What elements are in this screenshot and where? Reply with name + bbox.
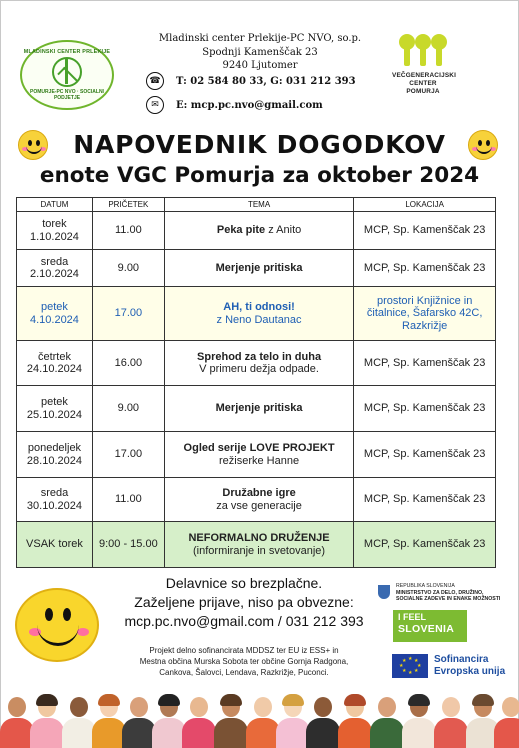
table-row bbox=[17, 250, 496, 287]
vgc-logo-text: VEČGENERACIJSKI CENTER POMURJA bbox=[392, 72, 457, 95]
events-table bbox=[16, 197, 496, 568]
funding-note: Projekt delno sofinancirata MDDSZ ter EU iz ESS+ in Mestna občina Murska Sobota ter občine Gornja Radgona, Cankova, Šalovci, Lendava, Razkrižje, Puconci. bbox=[139, 646, 349, 677]
eu-line2: Evropska unija bbox=[434, 666, 506, 677]
registration-info bbox=[104, 574, 384, 631]
time-cell: 9.00 bbox=[92, 250, 164, 287]
topic-cell: AH, ti odnosi! z Neno Dautanac bbox=[164, 287, 354, 341]
date-cell: sreda 2.10.2024 bbox=[17, 250, 93, 287]
table-row bbox=[17, 478, 496, 522]
date-cell: sreda 30.10.2024 bbox=[17, 478, 93, 522]
table-row bbox=[17, 432, 496, 478]
time-cell: 9.00 bbox=[92, 386, 164, 432]
location-cell: MCP, Sp. Kamenščak 23 bbox=[354, 386, 496, 432]
time-cell: 17.00 bbox=[92, 432, 164, 478]
ministry-name-2: SOCIALNE ZADEVE IN ENAKE MOŽNOSTI bbox=[396, 596, 501, 602]
date-cell: petek 25.10.2024 bbox=[17, 386, 93, 432]
topic-cell: Peka pite z Anito bbox=[164, 212, 354, 250]
table-row bbox=[17, 522, 496, 568]
header-topic: TEMA bbox=[164, 198, 354, 212]
vgc-pomurja-logo bbox=[392, 34, 457, 108]
time-cell: 16.00 bbox=[92, 341, 164, 386]
header-start: PRIČETEK bbox=[92, 198, 164, 212]
contact-text: mcp.pc.nvo@gmail.com / 031 212 393 bbox=[124, 613, 364, 629]
topic-cell: Ogled serije LOVE PROJEKT režiserke Hanne bbox=[164, 432, 354, 478]
phone-icon: ☎ bbox=[146, 72, 164, 90]
table-header-row bbox=[17, 198, 496, 212]
slovenia-crest-icon bbox=[378, 585, 390, 599]
org-address bbox=[130, 32, 390, 73]
location-cell: MCP, Sp. Kamenščak 23 bbox=[354, 478, 496, 522]
time-cell: 17.00 bbox=[92, 287, 164, 341]
youth-center-logo bbox=[20, 40, 114, 110]
peace-sign-icon bbox=[52, 57, 82, 87]
table-row bbox=[17, 386, 496, 432]
ministry-name-1: MINISTRSTVO ZA DELO, DRUŽINO, bbox=[396, 589, 484, 596]
date-cell: ponedeljek 28.10.2024 bbox=[17, 432, 93, 478]
org-city: 9240 Ljutomer bbox=[222, 60, 298, 71]
topic-cell: Merjenje pritiska bbox=[164, 250, 354, 287]
envelope-icon: ✉ bbox=[146, 96, 164, 114]
topic-cell: Sprehod za telo in duha V primeru dežja odpade. bbox=[164, 341, 354, 386]
phone-text: T: 02 584 80 33, G: 031 212 393 bbox=[176, 75, 356, 87]
registration-text: Zaželjene prijave, niso pa obvezne: bbox=[134, 594, 354, 610]
eu-flag-icon: ★ ★ ★ ★ ★ ★ ★ ★ bbox=[392, 654, 428, 678]
header-location: LOKACIJA bbox=[354, 198, 496, 212]
free-workshops-text: Delavnice so brezplačne. bbox=[165, 575, 323, 591]
org-street: Spodnji Kamenščak 23 bbox=[202, 46, 318, 58]
ministry-logo bbox=[378, 583, 508, 603]
people-illustration bbox=[0, 680, 519, 748]
topic-cell: Družabne igre za vse generacije bbox=[164, 478, 354, 522]
location-cell: prostori Knjižnice in čitalnice, Šafarsko 42C, Razkrižje bbox=[354, 287, 496, 341]
location-cell: MCP, Sp. Kamenščak 23 bbox=[354, 432, 496, 478]
time-cell: 11.00 bbox=[92, 478, 164, 522]
email-line bbox=[146, 96, 323, 114]
big-smiley-icon bbox=[15, 588, 99, 662]
date-cell: četrtek 24.10.2024 bbox=[17, 341, 93, 386]
logo-bottom-text: POMURJE-PC NVO · SOCIALNI PODJETJE bbox=[30, 89, 104, 101]
location-cell: MCP, Sp. Kamenščak 23 bbox=[354, 212, 496, 250]
phone-line bbox=[146, 72, 356, 90]
topic-cell: Merjenje pritiska bbox=[164, 386, 354, 432]
location-cell: MCP, Sp. Kamenščak 23 bbox=[354, 341, 496, 386]
page-title: NAPOVEDNIK DOGODKOV bbox=[73, 130, 446, 159]
ministry-country: REPUBLIKA SLOVENIJA bbox=[396, 583, 455, 589]
time-cell: 11.00 bbox=[92, 212, 164, 250]
date-cell: VSAK torek bbox=[17, 522, 93, 568]
page-subtitle: enote VGC Pomurja za oktober 2024 bbox=[39, 163, 480, 188]
topic-cell: NEFORMALNO DRUŽENJE (informiranje in svetovanje) bbox=[164, 522, 354, 568]
header-date: DATUM bbox=[17, 198, 93, 212]
table-row bbox=[17, 341, 496, 386]
location-cell: MCP, Sp. Kamenščak 23 bbox=[354, 250, 496, 287]
table-row bbox=[17, 212, 496, 250]
people-group-icon bbox=[399, 34, 447, 68]
location-cell: MCP, Sp. Kamenščak 23 bbox=[354, 522, 496, 568]
org-name: Mladinski center Prlekije-PC NVO, so.p. bbox=[158, 33, 362, 44]
date-cell: petek 4.10.2024 bbox=[17, 287, 93, 341]
eu-line1: Sofinancira bbox=[434, 654, 489, 665]
eu-cofunding-logo bbox=[392, 654, 508, 678]
date-cell: torek 1.10.2024 bbox=[17, 212, 93, 250]
i-feel-slovenia-logo: I FEEL SLOVENIA bbox=[393, 610, 467, 642]
logo-top-text: MLADINSKI CENTER PRLEKIJE bbox=[23, 49, 111, 55]
table-row bbox=[17, 287, 496, 341]
time-cell: 9:00 - 15.00 bbox=[92, 522, 164, 568]
email-text: E: mcp.pc.nvo@gmail.com bbox=[176, 99, 323, 111]
